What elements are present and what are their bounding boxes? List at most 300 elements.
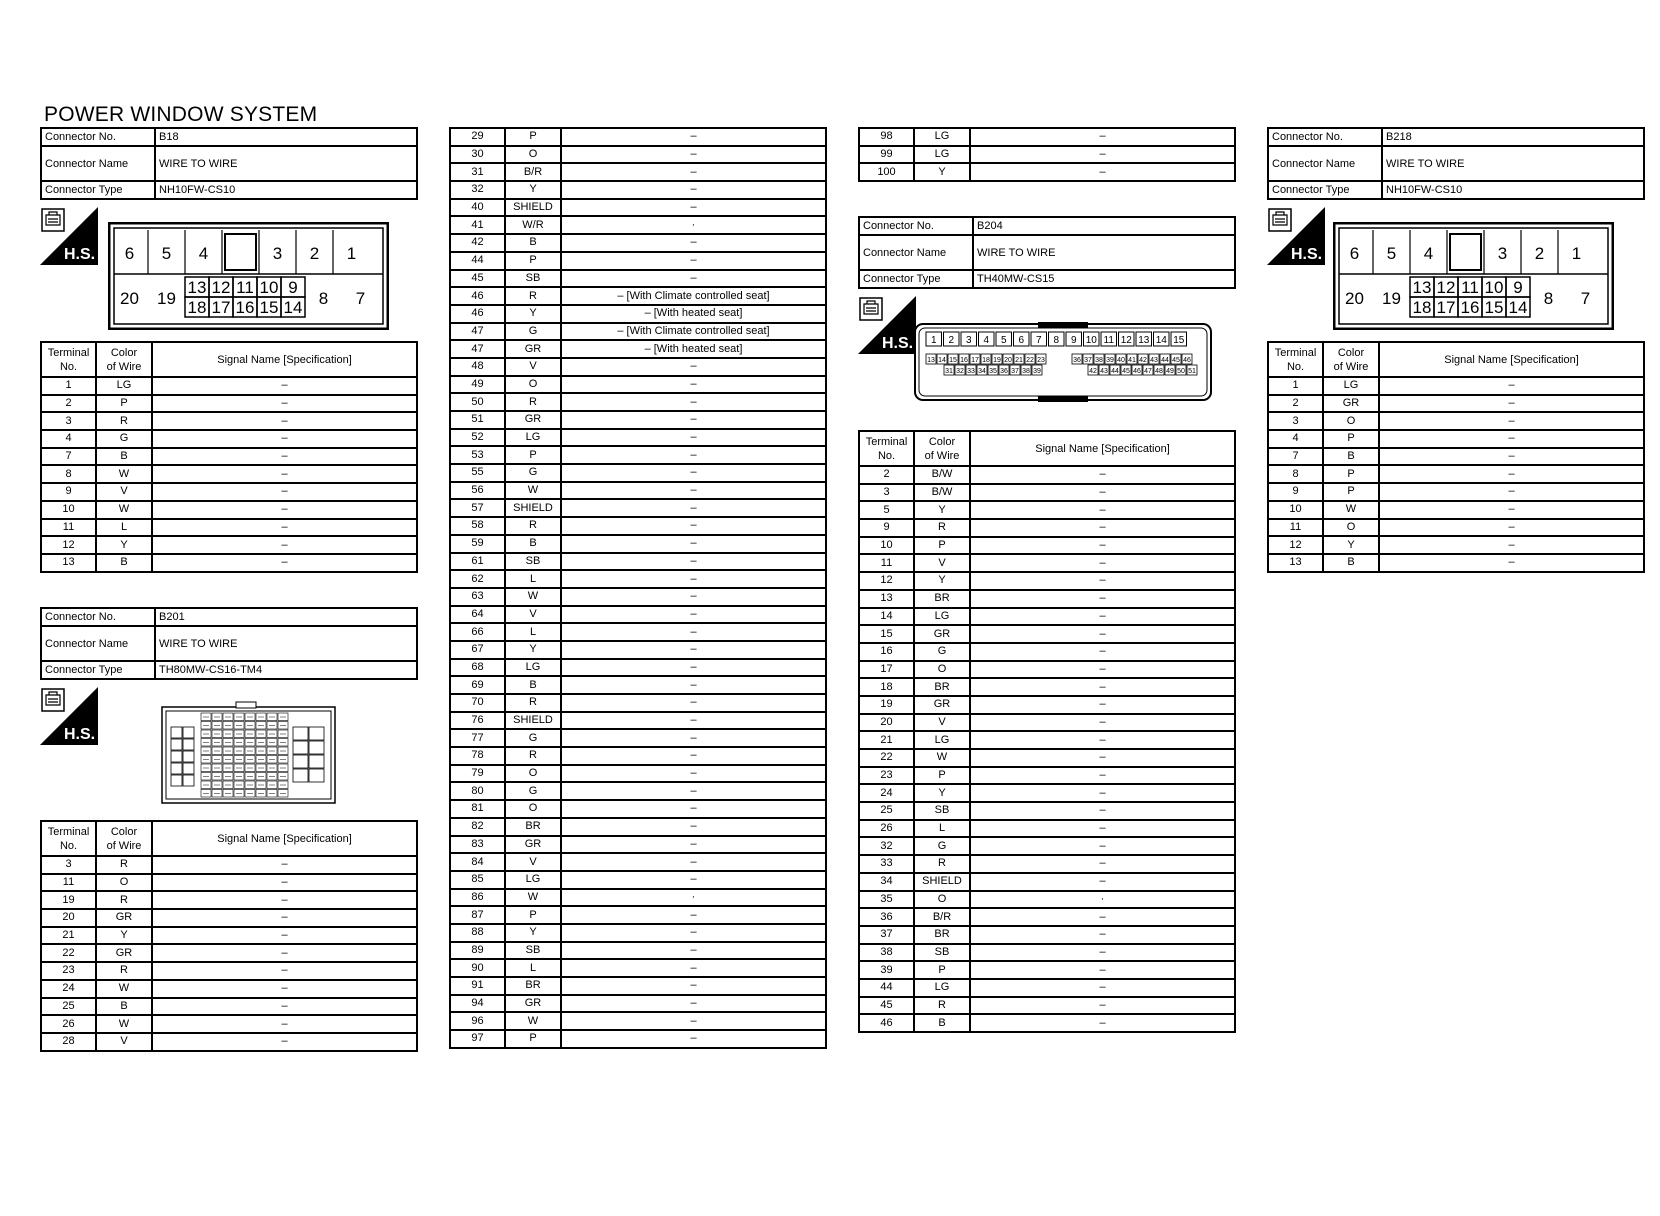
- terminal-no-cell: 23: [859, 767, 914, 785]
- pin-label: 3: [1497, 244, 1508, 263]
- table-row: [450, 694, 826, 712]
- wire-color-cell: B: [505, 535, 561, 553]
- wire-color-cell: G: [505, 782, 561, 800]
- table-row: [1268, 536, 1644, 554]
- table-row: [450, 782, 826, 800]
- wire-color-cell: SB: [914, 802, 970, 820]
- table-row: [1268, 448, 1644, 466]
- svg-text:H.S.: H.S.: [1291, 246, 1323, 263]
- terminal-no-cell: 87: [450, 906, 505, 924]
- table-row: [450, 216, 826, 234]
- terminal-no-cell: 50: [450, 393, 505, 411]
- terminal-no-cell: 20: [41, 909, 96, 927]
- terminal-no-cell: 47: [450, 323, 505, 341]
- color-header: Color of Wire: [914, 431, 970, 466]
- signal-name-cell: –: [561, 818, 826, 836]
- wire-color-cell: G: [505, 729, 561, 747]
- signal-name-cell: –: [1379, 465, 1644, 483]
- terminal-no-cell: 42: [450, 234, 505, 252]
- b218-connector-type: NH10FW-CS10: [1382, 181, 1644, 199]
- wire-color-cell: P: [505, 1030, 561, 1048]
- terminal-no-cell: 10: [41, 501, 96, 519]
- signal-name-cell: –: [970, 784, 1235, 802]
- terminal-no-cell: 37: [859, 926, 914, 944]
- svg-text:46: 46: [1133, 368, 1141, 375]
- svg-text:H.S.: H.S.: [882, 335, 914, 352]
- terminal-no-cell: 13: [1268, 554, 1323, 572]
- pin-label: 11: [236, 278, 254, 297]
- terminal-no-cell: 3: [41, 412, 96, 430]
- b201-connector-type: TH80MW-CS16-TM4: [155, 661, 417, 679]
- table-row: [859, 466, 1235, 484]
- signal-name-cell: –: [561, 270, 826, 288]
- terminal-no-header: Terminal No.: [41, 821, 96, 856]
- terminal-no-cell: 83: [450, 836, 505, 854]
- signal-name-cell: –: [970, 501, 1235, 519]
- terminal-no-cell: 7: [41, 448, 96, 466]
- svg-text:37: 37: [1084, 357, 1092, 364]
- pin-label: 14: [1155, 335, 1167, 346]
- svg-text:42: 42: [1089, 368, 1097, 375]
- wire-color-cell: R: [505, 747, 561, 765]
- table-row: [450, 995, 826, 1013]
- table-row: [450, 323, 826, 341]
- connector-type-label: Connector Type: [859, 270, 973, 288]
- color-header: Color of Wire: [1323, 342, 1379, 377]
- table-row: [859, 554, 1235, 572]
- b201-connector-name: WIRE TO WIRE: [155, 626, 417, 661]
- signal-name-cell: –: [561, 853, 826, 871]
- terminal-no-cell: 32: [450, 181, 505, 199]
- terminal-no-cell: 32: [859, 837, 914, 855]
- table-row: [41, 483, 417, 501]
- signal-name-cell: –: [1379, 519, 1644, 537]
- signal-name-cell: –: [561, 694, 826, 712]
- b218-connector-no: B218: [1382, 128, 1644, 146]
- svg-text:19: 19: [993, 357, 1001, 364]
- b18-connector-face: [108, 222, 389, 330]
- svg-text:23: 23: [1037, 357, 1045, 364]
- svg-text:37: 37: [1011, 368, 1019, 375]
- signal-name-cell: –: [152, 927, 417, 945]
- svg-text:42: 42: [1139, 357, 1147, 364]
- signal-name-cell: –: [561, 747, 826, 765]
- table-row: [41, 536, 417, 554]
- terminal-no-cell: 21: [859, 731, 914, 749]
- table-row: [450, 499, 826, 517]
- table-row: [450, 393, 826, 411]
- wire-color-cell: W: [505, 1012, 561, 1030]
- wire-color-cell: R: [914, 855, 970, 873]
- terminal-no-cell: 14: [859, 608, 914, 626]
- terminal-no-cell: 16: [859, 643, 914, 661]
- terminal-no-cell: 55: [450, 464, 505, 482]
- terminal-no-cell: 53: [450, 446, 505, 464]
- signal-name-cell: –: [970, 128, 1235, 146]
- wire-color-cell: B/W: [914, 484, 970, 502]
- table-row: [859, 820, 1235, 838]
- table-row: [450, 252, 826, 270]
- pin-label: 9: [1513, 278, 1523, 297]
- pin-label: 6: [124, 244, 135, 263]
- wire-color-cell: O: [1323, 412, 1379, 430]
- signal-name-cell: –: [970, 749, 1235, 767]
- signal-name-cell: –: [561, 995, 826, 1013]
- table-row: [450, 676, 826, 694]
- table-row: [859, 484, 1235, 502]
- table-row: [859, 908, 1235, 926]
- table-row: [450, 889, 826, 907]
- terminal-no-cell: 12: [859, 572, 914, 590]
- wire-color-cell: Y: [914, 501, 970, 519]
- terminal-no-cell: 24: [41, 980, 96, 998]
- wire-color-cell: P: [505, 906, 561, 924]
- wire-color-cell: BR: [505, 818, 561, 836]
- signal-name-cell: –: [1379, 377, 1644, 395]
- svg-text:21: 21: [1015, 357, 1023, 364]
- table-row: [450, 924, 826, 942]
- connector-no-label: Connector No.: [41, 608, 155, 626]
- terminal-no-cell: 35: [859, 891, 914, 909]
- b201-terminal-table-continued: [449, 127, 827, 1049]
- pin-label: 7: [355, 289, 366, 308]
- signal-name-cell: –: [1379, 554, 1644, 572]
- table-row: [41, 927, 417, 945]
- wire-color-cell: G: [914, 837, 970, 855]
- table-row: [41, 377, 417, 395]
- wire-color-cell: V: [914, 714, 970, 732]
- wire-color-cell: O: [505, 146, 561, 164]
- wire-color-cell: B: [1323, 448, 1379, 466]
- terminal-no-cell: 17: [859, 661, 914, 679]
- wire-color-cell: R: [914, 519, 970, 537]
- terminal-no-cell: 84: [450, 853, 505, 871]
- wire-color-cell: P: [1323, 483, 1379, 501]
- terminal-no-cell: 2: [859, 466, 914, 484]
- signal-name-cell: –: [152, 909, 417, 927]
- wire-color-cell: R: [96, 962, 152, 980]
- signal-header: Signal Name [Specification]: [152, 342, 417, 377]
- terminal-no-cell: 28: [41, 1033, 96, 1051]
- signal-name-cell: –: [970, 678, 1235, 696]
- pin-label: 11: [1103, 335, 1114, 346]
- wire-color-cell: BR: [505, 977, 561, 995]
- table-row: [859, 608, 1235, 626]
- svg-text:38: 38: [1022, 368, 1030, 375]
- terminal-no-cell: 68: [450, 659, 505, 677]
- signal-name-cell: –: [561, 128, 826, 146]
- svg-text:38: 38: [1095, 357, 1103, 364]
- pin-label: 14: [1508, 298, 1528, 317]
- table-row: [41, 519, 417, 537]
- table-row: [859, 749, 1235, 767]
- terminal-no-cell: 22: [859, 749, 914, 767]
- signal-name-cell: –: [561, 871, 826, 889]
- wire-color-cell: GR: [505, 836, 561, 854]
- wire-color-cell: LG: [914, 146, 970, 164]
- signal-name-cell: –: [561, 393, 826, 411]
- terminal-no-cell: 45: [859, 997, 914, 1015]
- table-row: [859, 997, 1235, 1015]
- terminal-no-cell: 15: [859, 625, 914, 643]
- table-row: [1268, 412, 1644, 430]
- pin-label: 11: [1461, 278, 1479, 297]
- signal-name-cell: –: [561, 606, 826, 624]
- svg-text:H.S.: H.S.: [64, 726, 96, 743]
- signal-name-cell: –: [970, 802, 1235, 820]
- signal-name-cell: –: [970, 997, 1235, 1015]
- table-row: [41, 501, 417, 519]
- terminal-no-cell: 59: [450, 535, 505, 553]
- terminal-no-cell: 82: [450, 818, 505, 836]
- signal-name-cell: –: [561, 588, 826, 606]
- wire-color-cell: W: [96, 980, 152, 998]
- wire-color-cell: O: [505, 376, 561, 394]
- svg-text:45: 45: [1172, 357, 1180, 364]
- wire-color-cell: G: [96, 430, 152, 448]
- terminal-no-cell: 1: [1268, 377, 1323, 395]
- wire-color-cell: GR: [914, 625, 970, 643]
- wire-color-cell: O: [1323, 519, 1379, 537]
- wire-color-cell: Y: [1323, 536, 1379, 554]
- terminal-no-cell: 90: [450, 959, 505, 977]
- svg-text:49: 49: [1166, 368, 1174, 375]
- wire-color-cell: BR: [914, 926, 970, 944]
- signal-name-cell: –: [152, 412, 417, 430]
- terminal-no-cell: 49: [450, 376, 505, 394]
- pin-label: 1: [930, 335, 937, 346]
- signal-name-cell: –: [561, 800, 826, 818]
- terminal-no-header: Terminal No.: [1268, 342, 1323, 377]
- table-row: [450, 641, 826, 659]
- signal-name-cell: –: [1379, 536, 1644, 554]
- table-row: [859, 572, 1235, 590]
- terminal-no-cell: 63: [450, 588, 505, 606]
- pin-label: 12: [1436, 278, 1456, 297]
- terminal-no-cell: 61: [450, 553, 505, 571]
- wire-color-cell: SB: [914, 944, 970, 962]
- wire-color-cell: V: [96, 1033, 152, 1051]
- wire-color-cell: W: [505, 588, 561, 606]
- table-row: [859, 678, 1235, 696]
- signal-name-cell: ·: [561, 889, 826, 907]
- wire-color-cell: B: [96, 448, 152, 466]
- wire-color-cell: O: [914, 891, 970, 909]
- hs-connector-icon: [1267, 207, 1325, 265]
- pin-label: 10: [259, 278, 279, 297]
- wire-color-cell: W: [505, 889, 561, 907]
- signal-name-cell: –: [561, 959, 826, 977]
- signal-name-cell: –: [1379, 430, 1644, 448]
- signal-name-cell: –: [561, 146, 826, 164]
- pin-label: 18: [1412, 298, 1432, 317]
- color-header: Color of Wire: [96, 821, 152, 856]
- terminal-no-cell: 10: [859, 537, 914, 555]
- b18-connector-info: [40, 127, 418, 200]
- wire-color-cell: B: [96, 998, 152, 1016]
- color-header: Color of Wire: [96, 342, 152, 377]
- pin-label: 16: [235, 298, 255, 317]
- terminal-no-cell: 29: [450, 128, 505, 146]
- connector-name-label: Connector Name: [41, 146, 155, 181]
- signal-name-cell: –: [970, 625, 1235, 643]
- wire-color-cell: SHIELD: [505, 499, 561, 517]
- table-row: [859, 163, 1235, 181]
- signal-name-cell: –: [152, 944, 417, 962]
- wire-color-cell: LG: [914, 128, 970, 146]
- terminal-no-cell: 13: [859, 590, 914, 608]
- signal-name-cell: –: [970, 926, 1235, 944]
- signal-name-cell: –: [561, 924, 826, 942]
- table-row: [859, 926, 1235, 944]
- table-row: [1268, 554, 1644, 572]
- terminal-no-cell: 26: [859, 820, 914, 838]
- svg-text:50: 50: [1177, 368, 1185, 375]
- table-row: [450, 464, 826, 482]
- table-row: [450, 358, 826, 376]
- terminal-no-cell: 21: [41, 927, 96, 945]
- signal-name-cell: – [With Climate controlled seat]: [561, 323, 826, 341]
- svg-text:47: 47: [1144, 368, 1152, 375]
- wire-color-cell: W: [505, 482, 561, 500]
- wire-color-cell: LG: [914, 979, 970, 997]
- b218-connector-name: WIRE TO WIRE: [1382, 146, 1644, 181]
- wire-color-cell: LG: [96, 377, 152, 395]
- b204-connector-name: WIRE TO WIRE: [973, 235, 1235, 270]
- signal-name-cell: –: [152, 554, 417, 572]
- table-row: [450, 234, 826, 252]
- b201-terminal-table: [40, 820, 418, 1052]
- terminal-no-cell: 57: [450, 499, 505, 517]
- table-row: [859, 961, 1235, 979]
- pin-label: 15: [259, 298, 279, 317]
- hs-connector-icon: [40, 687, 98, 745]
- table-row: [859, 731, 1235, 749]
- svg-text:H.S.: H.S.: [64, 246, 96, 263]
- terminal-no-cell: 44: [450, 252, 505, 270]
- pin-label: 20: [1345, 289, 1364, 308]
- connector-type-label: Connector Type: [1268, 181, 1382, 199]
- wire-color-cell: B: [505, 234, 561, 252]
- wire-color-cell: Y: [505, 641, 561, 659]
- signal-name-cell: –: [152, 465, 417, 483]
- pin-label: 7: [1035, 335, 1042, 346]
- svg-text:45: 45: [1122, 368, 1130, 375]
- terminal-no-cell: 46: [450, 287, 505, 305]
- table-row: [859, 873, 1235, 891]
- b204-connector-type: TH40MW-CS15: [973, 270, 1235, 288]
- pin-label: 1: [1571, 244, 1582, 263]
- signal-name-cell: –: [970, 608, 1235, 626]
- b18-connector-name: WIRE TO WIRE: [155, 146, 417, 181]
- pin-label: 2: [1534, 244, 1545, 263]
- table-row: [450, 270, 826, 288]
- table-row: [859, 767, 1235, 785]
- signal-name-cell: –: [1379, 448, 1644, 466]
- terminal-no-cell: 40: [450, 199, 505, 217]
- table-row: [859, 837, 1235, 855]
- wire-color-cell: BR: [914, 678, 970, 696]
- b204-connector-info: [858, 216, 1236, 289]
- wire-color-cell: Y: [505, 305, 561, 323]
- pin-label: 8: [1053, 335, 1060, 346]
- table-row: [859, 979, 1235, 997]
- terminal-no-cell: 11: [41, 519, 96, 537]
- table-row: [450, 570, 826, 588]
- pin-label: 10: [1484, 278, 1504, 297]
- wire-color-cell: O: [505, 765, 561, 783]
- pin-label: 20: [120, 289, 139, 308]
- wire-color-cell: P: [505, 446, 561, 464]
- connector-type-label: Connector Type: [41, 661, 155, 679]
- signal-name-cell: –: [561, 517, 826, 535]
- wire-color-cell: V: [914, 554, 970, 572]
- table-row: [41, 554, 417, 572]
- table-row: [450, 535, 826, 553]
- signal-name-cell: –: [970, 944, 1235, 962]
- connector-no-label: Connector No.: [859, 217, 973, 235]
- terminal-no-cell: 12: [41, 536, 96, 554]
- signal-name-cell: –: [561, 977, 826, 995]
- signal-name-cell: –: [970, 1014, 1235, 1032]
- signal-name-cell: –: [561, 765, 826, 783]
- table-row: [450, 287, 826, 305]
- table-row: [450, 729, 826, 747]
- pin-label: 6: [1349, 244, 1360, 263]
- terminal-no-cell: 67: [450, 641, 505, 659]
- table-row: [859, 501, 1235, 519]
- terminal-no-cell: 31: [450, 163, 505, 181]
- table-row: [859, 519, 1235, 537]
- table-row: [859, 625, 1235, 643]
- table-row: [450, 853, 826, 871]
- wire-color-cell: LG: [914, 608, 970, 626]
- terminal-no-cell: 26: [41, 1015, 96, 1033]
- wire-color-cell: V: [96, 483, 152, 501]
- terminal-no-cell: 62: [450, 570, 505, 588]
- terminal-no-cell: 20: [859, 714, 914, 732]
- terminal-no-cell: 2: [41, 395, 96, 413]
- table-row: [450, 411, 826, 429]
- terminal-no-cell: 99: [859, 146, 914, 164]
- pin-label: 14: [283, 298, 303, 317]
- terminal-no-cell: 77: [450, 729, 505, 747]
- wire-color-cell: L: [505, 623, 561, 641]
- terminal-no-cell: 44: [859, 979, 914, 997]
- table-row: [41, 448, 417, 466]
- table-row: [859, 714, 1235, 732]
- wire-color-cell: Y: [505, 924, 561, 942]
- terminal-no-header: Terminal No.: [859, 431, 914, 466]
- table-row: [450, 163, 826, 181]
- pin-label: 8: [1543, 289, 1554, 308]
- terminal-no-cell: 25: [859, 802, 914, 820]
- signal-name-cell: –: [561, 252, 826, 270]
- pin-label: 2: [948, 335, 955, 346]
- pin-label: 9: [1070, 335, 1077, 346]
- signal-name-cell: –: [970, 873, 1235, 891]
- wire-color-cell: LG: [505, 429, 561, 447]
- table-row: [450, 340, 826, 358]
- signal-name-cell: –: [970, 554, 1235, 572]
- b218-connector-face: [1333, 222, 1614, 330]
- signal-name-cell: –: [152, 430, 417, 448]
- wire-color-cell: Y: [96, 927, 152, 945]
- svg-text:46: 46: [1183, 357, 1191, 364]
- table-row: [859, 128, 1235, 146]
- terminal-no-cell: 86: [450, 889, 505, 907]
- b204-connector-no: B204: [973, 217, 1235, 235]
